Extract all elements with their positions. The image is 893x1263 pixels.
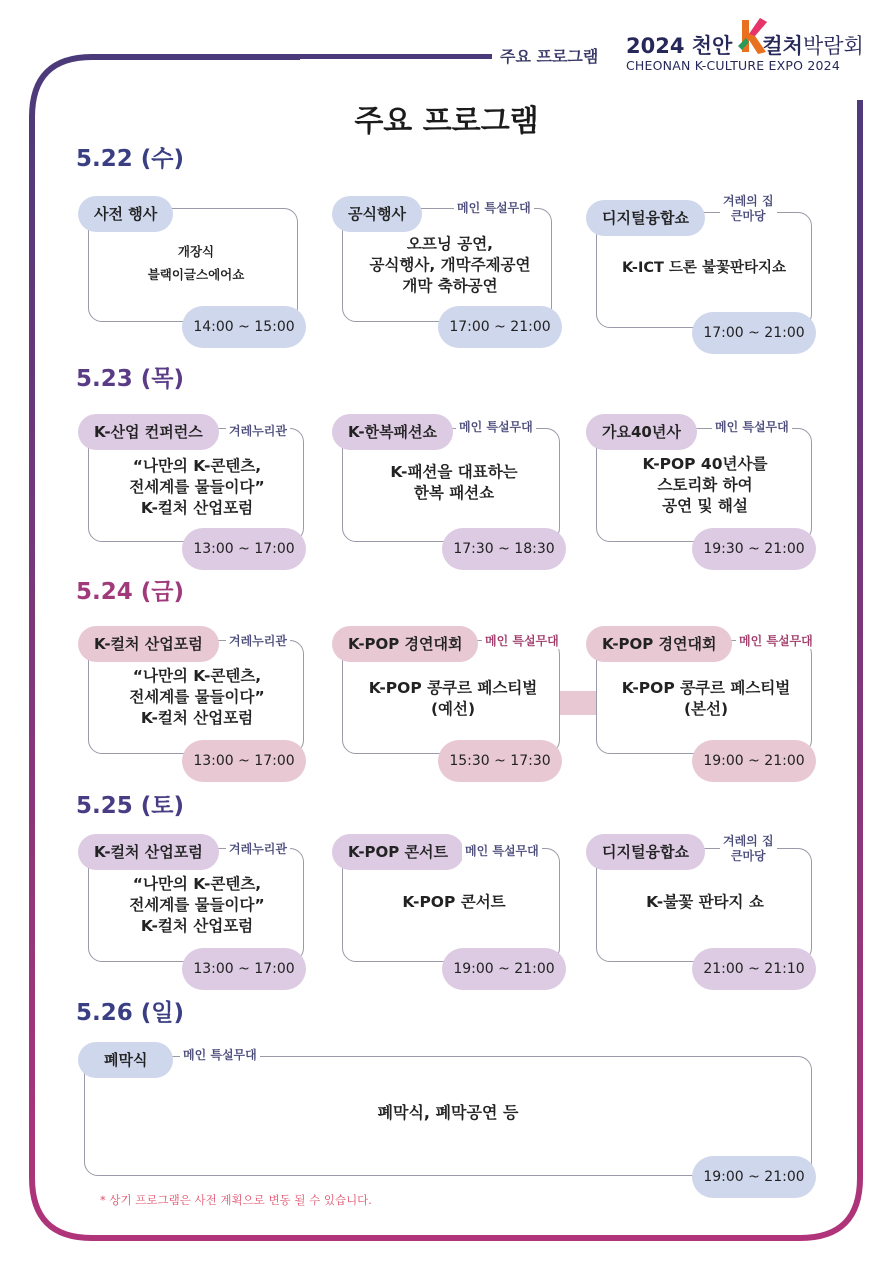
event-venue: 겨레누리관 — [226, 634, 290, 649]
event-description: “나만의 K-콘텐츠, 전세계를 물들이다” K-컬처 산업포럼 — [129, 667, 265, 727]
logo-title: 2024 천안 컬처박람회 — [626, 34, 864, 58]
event-venue: 메인 특설무대 — [482, 634, 562, 649]
event-tag: K-POP 경연대회 — [586, 626, 732, 662]
event-time: 19:30 ~ 21:00 — [692, 528, 816, 570]
footnote: * 상기 프로그램은 사전 계획으로 변동 될 수 있습니다. — [100, 1193, 372, 1207]
event-time: 14:00 ~ 15:00 — [182, 306, 306, 348]
event-description: K-POP 콩쿠르 페스티벌 (예선) — [368, 679, 538, 718]
event-time: 17:30 ~ 18:30 — [442, 528, 566, 570]
event-description: K-POP 콘서트 — [402, 893, 506, 911]
event-time: 15:30 ~ 17:30 — [438, 740, 562, 782]
event-card — [332, 626, 568, 782]
event-card — [332, 414, 568, 570]
event-card — [78, 1042, 818, 1198]
event-tag: K-POP 콘서트 — [332, 834, 464, 870]
k-logo-icon — [736, 16, 768, 56]
event-venue: 겨레누리관 — [226, 424, 290, 439]
event-card — [586, 834, 818, 990]
event-tag: K-컬처 산업포럼 — [78, 834, 219, 870]
event-time: 13:00 ~ 17:00 — [182, 740, 306, 782]
event-card — [78, 196, 310, 348]
event-venue: 메인 특설무대 — [454, 201, 534, 216]
header-label: 주요 프로그램 — [500, 47, 599, 66]
event-venue: 겨레의 집 큰마당 — [720, 194, 777, 224]
event-card — [586, 414, 818, 570]
event-description: 폐막식, 폐막공연 등 — [377, 1103, 519, 1122]
event-description: K-불꽃 판타지 쇼 — [646, 893, 764, 911]
event-tag: K-POP 경연대회 — [332, 626, 478, 662]
event-tag: K-컬처 산업포럼 — [78, 626, 219, 662]
event-description: K-패션을 대표하는 한복 패션쇼 — [390, 463, 518, 502]
event-description: K-POP 40년사를 스토리화 하여 공연 및 해설 — [642, 455, 768, 515]
event-tag: 가요40년사 — [586, 414, 697, 450]
event-time: 13:00 ~ 17:00 — [182, 528, 306, 570]
event-description: 개장식 블랙이글스에어쇼 — [147, 244, 245, 282]
event-description: 오프닝 공연, 공식행사, 개막주제공연 개막 축하공연 — [369, 235, 531, 295]
event-venue: 메인 특설무대 — [712, 420, 792, 435]
event-card — [332, 834, 568, 990]
event-time: 21:00 ~ 21:10 — [692, 948, 816, 990]
event-description: “나만의 K-콘텐츠, 전세계를 물들이다” K-컬처 산업포럼 — [129, 875, 265, 935]
event-card — [586, 196, 818, 352]
event-time: 13:00 ~ 17:00 — [182, 948, 306, 990]
event-venue: 겨레의 집 큰마당 — [720, 834, 777, 864]
event-card — [78, 834, 310, 990]
date-heading: 5.22 (수) — [76, 146, 184, 172]
event-venue: 메인 특설무대 — [456, 420, 536, 435]
date-heading: 5.26 (일) — [76, 1000, 184, 1026]
event-card — [332, 196, 564, 348]
date-heading: 5.25 (토) — [76, 793, 184, 819]
event-venue: 메인 특설무대 — [462, 844, 542, 859]
event-time: 17:00 ~ 21:00 — [692, 312, 816, 354]
date-heading: 5.23 (목) — [76, 366, 184, 392]
event-venue: 겨레누리관 — [226, 842, 290, 857]
event-description: K-ICT 드론 불꽃판타지쇼 — [621, 260, 787, 276]
event-venue: 메인 특설무대 — [736, 634, 816, 649]
event-tag: 폐막식 — [78, 1042, 173, 1078]
event-tag: K-산업 컨퍼런스 — [78, 414, 219, 450]
event-venue: 메인 특설무대 — [180, 1048, 260, 1063]
event-time: 17:00 ~ 21:00 — [438, 306, 562, 348]
event-card — [78, 414, 310, 570]
page-title: 주요 프로그램 — [354, 104, 539, 139]
event-tag: 디지털융합쇼 — [586, 200, 705, 236]
event-tag: K-한복패션쇼 — [332, 414, 453, 450]
event-description: “나만의 K-콘텐츠, 전세계를 물들이다” K-컬처 산업포럼 — [129, 457, 265, 517]
event-time: 19:00 ~ 21:00 — [692, 740, 816, 782]
expo-logo — [626, 22, 871, 78]
event-description: K-POP 콩쿠르 페스티벌 (본선) — [621, 679, 791, 718]
logo-subtitle: CHEONAN K-CULTURE EXPO 2024 — [626, 58, 840, 73]
event-time: 19:00 ~ 21:00 — [442, 948, 566, 990]
event-card — [586, 626, 818, 782]
event-tag: 사전 행사 — [78, 196, 173, 232]
event-card — [78, 626, 310, 782]
date-heading: 5.24 (금) — [76, 579, 184, 605]
event-time: 19:00 ~ 21:00 — [692, 1156, 816, 1198]
event-tag: 디지털융합쇼 — [586, 834, 705, 870]
event-tag: 공식행사 — [332, 196, 422, 232]
header-bar — [300, 54, 492, 59]
